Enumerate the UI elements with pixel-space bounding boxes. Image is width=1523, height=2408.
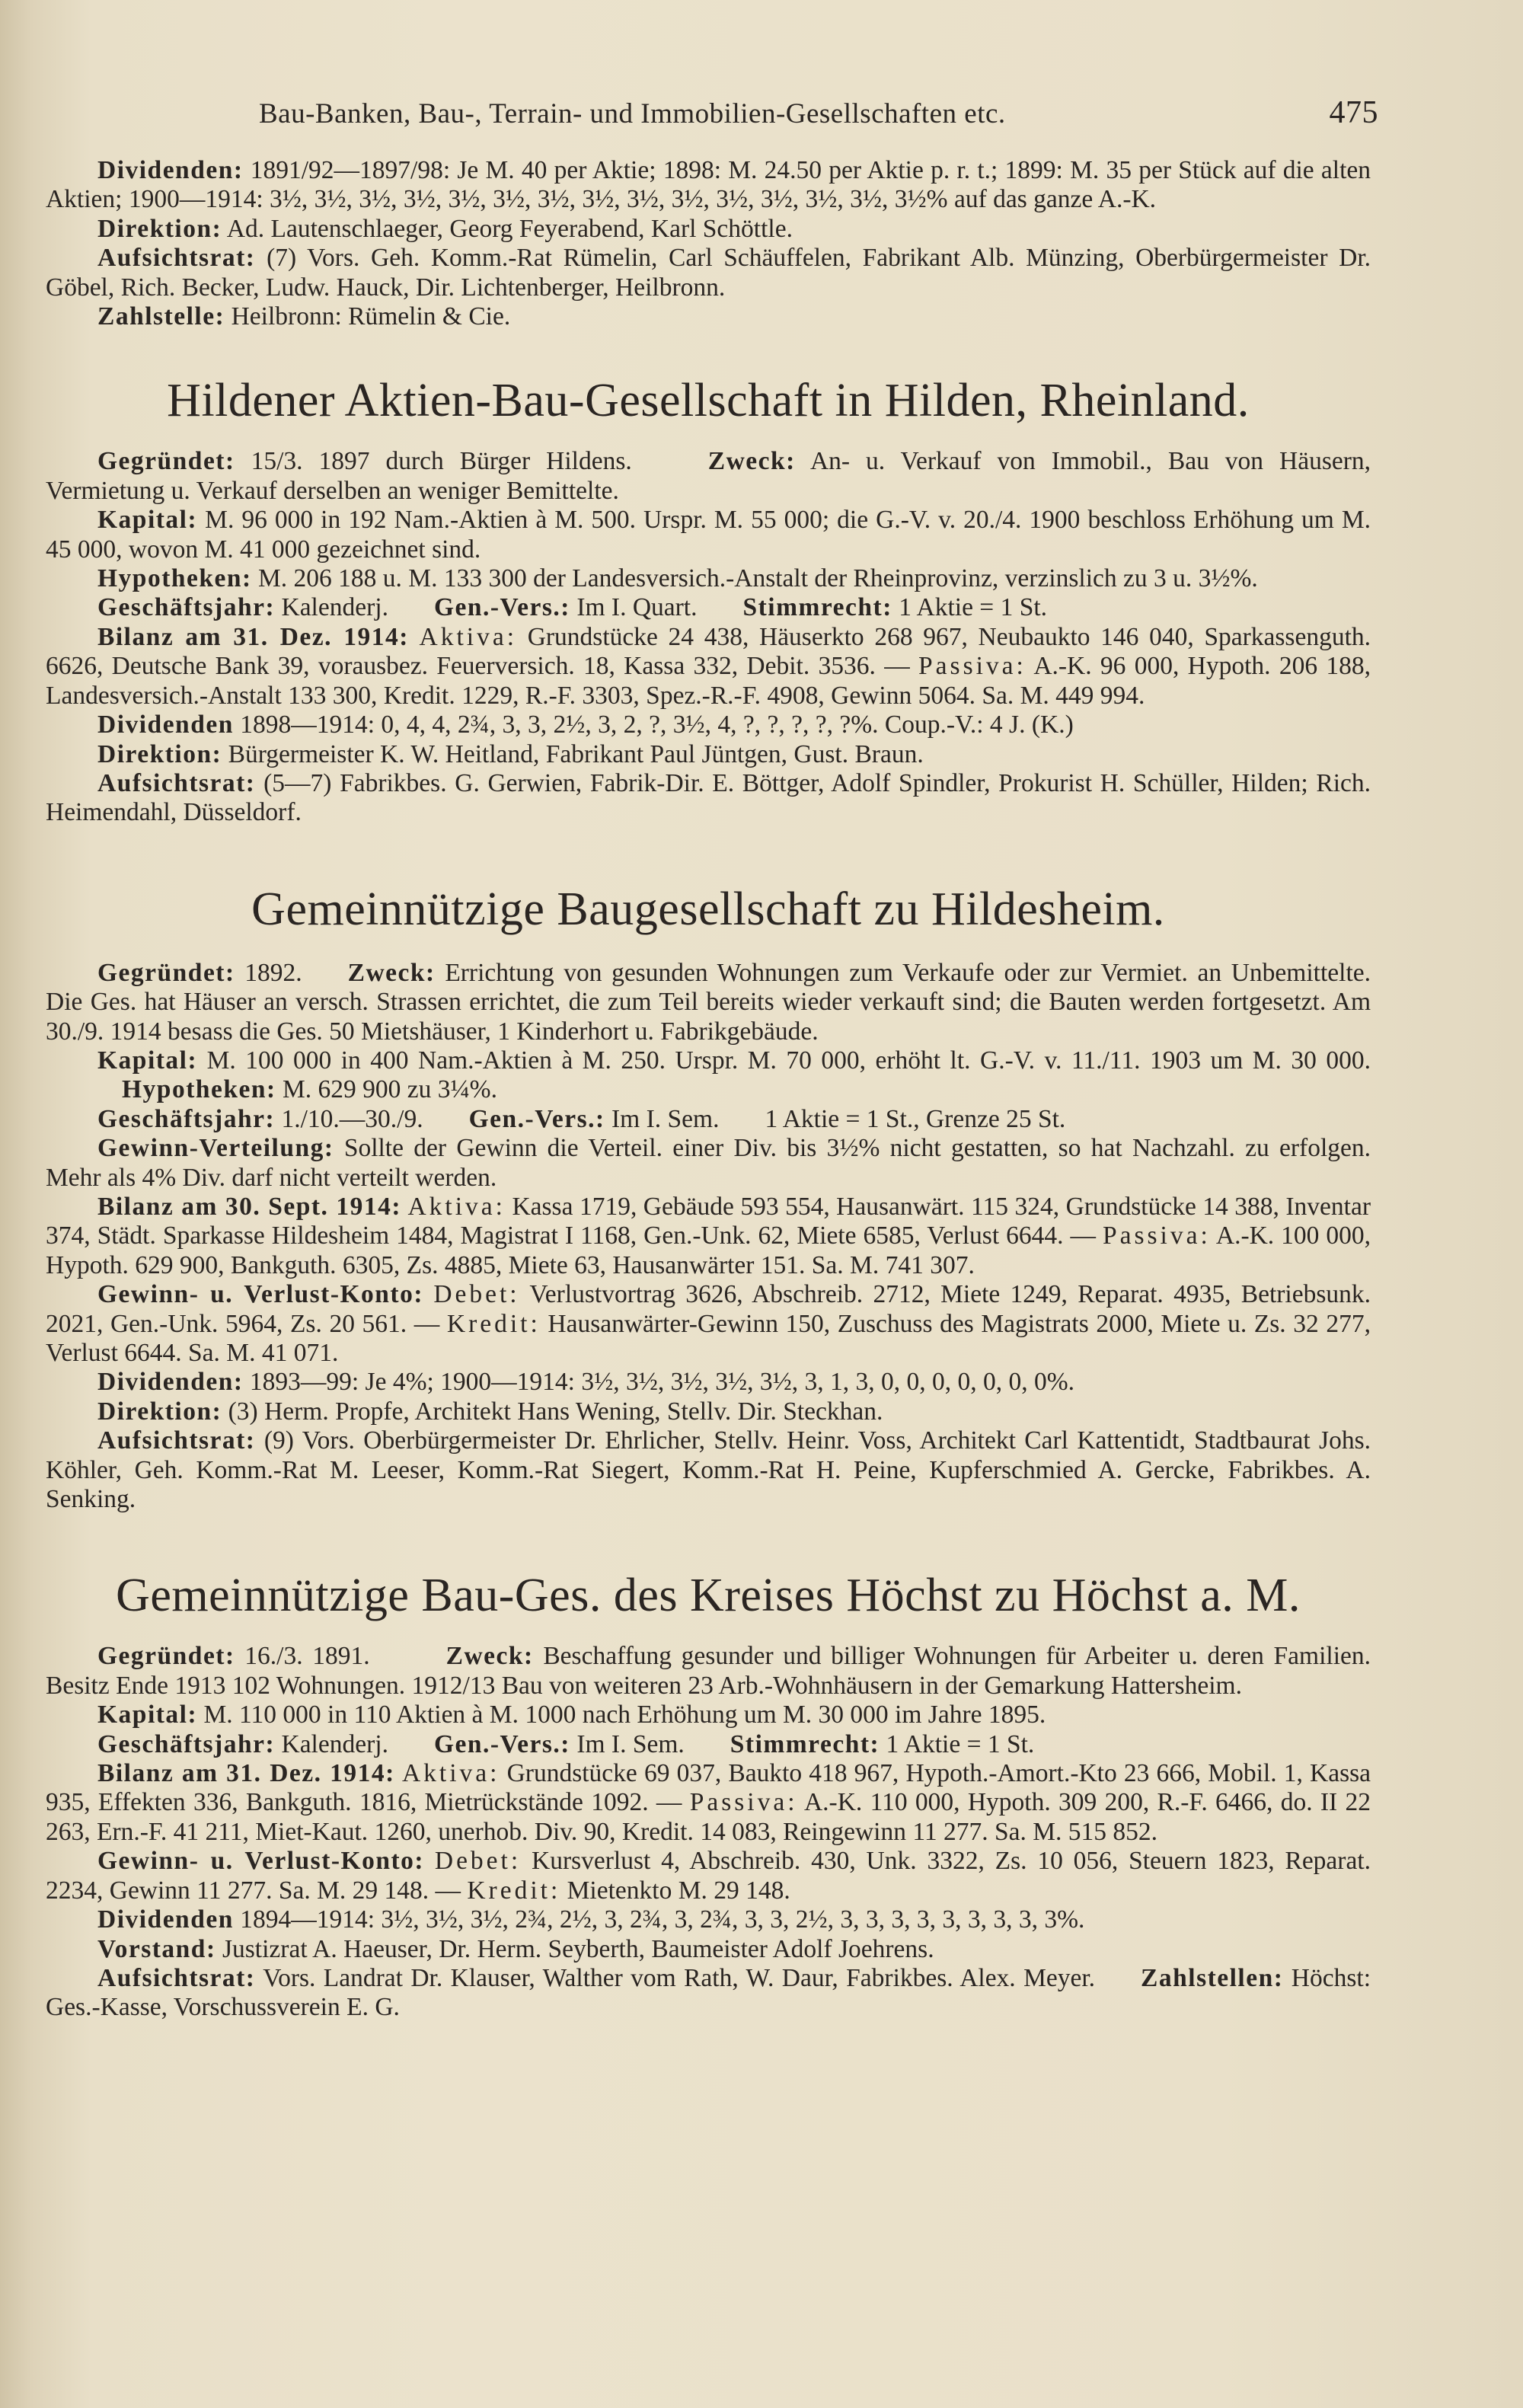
- hoechst-bilanz: Bilanz am 31. Dez. 1914: Aktiva: Grundstücke 69 037, Baukto 418 967, Hypoth.-Amort.-Kto 23 666, Mobil. 1, Kassa 935, Effekten 336, Bankguth. 1816, Mietrückstände 1092. — Passiva: A.-K. 110 000, Hypoth. 309 200, R.-F. 6466, do. II 22 263, Ern.-F. 41 211, Miet-Kaut. 1260, unerhob. Div. 90, Kredit. 14 083, Reingewinn 11 277. Sa. M. 515 852.: [46, 1759, 1371, 1846]
- hoechst-gegruendet: Gegründet: 16./3. 1891. Zweck: Beschaffung gesunder und billiger Wohnungen für Arbeiter u. deren Familien. Besitz Ende 1913 102 Wohnungen. 1912/13 Bau von weiteren 23 Arb.-Wohnhäusern in der Gemarkung Hattersheim.: [46, 1642, 1371, 1700]
- hoechst-geschaeftsjahr: Geschäftsjahr: Kalenderj. Gen.-Vers.: Im I. Sem. Stimmrecht: 1 Aktie = 1 St.: [97, 1729, 1035, 1758]
- running-title: Bau-Banken, Bau-, Terrain- und Immobilien-Gesellschaften etc.: [259, 98, 1006, 129]
- hilden-geschaeftsjahr: Geschäftsjahr: Kalenderj. Gen.-Vers.: Im I. Quart. Stimmrecht: 1 Aktie = 1 St.: [97, 593, 1048, 622]
- hilden-kapital: Kapital: M. 96 000 in 192 Nam.-Aktien à M. 500. Urspr. M. 55 000; die G.-V. v. 20./4. 1900 beschloss Erhöhung um M. 45 000, wovon M. 41 000 gezeichnet sind.: [46, 506, 1371, 564]
- hilden-dividenden: Dividenden 1898—1914: 0, 4, 4, 2¾, 3, 3, 2½, 3, 2, ?, 3½, 4, ?, ?, ?, ?, ?%. Coup.-V.: 4 J. (K.): [97, 711, 1074, 739]
- hildesheim-kapital: Kapital: M. 100 000 in 400 Nam.-Aktien à M. 250. Urspr. M. 70 000, erhöht lt. G.-V. v. 11./11. 1903 um M. 30 000.Hypotheken: M. 629 900 zu 3¼%.: [97, 1046, 1371, 1104]
- hildesheim-gegruendet: Gegründet: 1892. Zweck: Errichtung von gesunden Wohnungen zum Verkaufe oder zur Vermiet. an Unbemittelte. Die Ges. hat Häuser an versch. Strassen errichtet, die zum Teil bereits wieder verkauft sind; die Bauten werden fortgesetzt. Am 30./9. 1914 besass die Ges. 50 Mietshäuser, 1 Kinderhort u. Fabrikgebäude.: [46, 958, 1371, 1046]
- hilden-aufsichtsrat: Aufsichtsrat: (5—7) Fabrikbes. G. Gerwien, Fabrik-Dir. E. Böttger, Adolf Spindler, Prokurist H. Schüller, Hilden; Rich. Heimendahl, Düsseldorf.: [46, 768, 1371, 827]
- hoechst-vorstand: Vorstand: Justizrat A. Haeuser, Dr. Herm. Seyberth, Baumeister Adolf Joehrens.: [97, 1934, 934, 1963]
- hoechst-title: Gemeinnützige Bau-Ges. des Kreises Höchst zu Höchst a. M.: [116, 1570, 1301, 1622]
- hildesheim-aufsichtsrat: Aufsichtsrat: (9) Vors. Oberbürgermeister Dr. Ehrlicher, Stellv. Heinr. Voss, Architekt Carl Kattentidt, Stadtbaurat Johs. Köhler, Geh. Komm.-Rat M. Leeser, Komm.-Rat Siegert, Komm.-Rat H. Peine, Kupferschmied A. Gercke, Fabrikbes. A. Senking.: [46, 1426, 1371, 1514]
- page-header: [259, 90, 1378, 136]
- page-content: [46, 156, 1371, 2023]
- intro-zahlstelle: Zahlstelle: Heilbronn: Rümelin & Cie.: [97, 302, 511, 331]
- hildesheim-direktion: Direktion: (3) Herm. Propfe, Architekt Hans Wening, Stellv. Dir. Steckhan.: [97, 1397, 883, 1426]
- page-number: 475: [1329, 95, 1378, 130]
- hilden-gegruendet: Gegründet: 15/3. 1897 durch Bürger Hildens. Zweck: An- u. Verkauf von Immobil., Bau von Häusern, Vermietung u. Verkauf derselben an weniger Bemittelte.: [46, 447, 1371, 505]
- hilden-title: Hildener Aktien-Bau-Gesellschaft in Hilden, Rheinland.: [167, 375, 1250, 427]
- hildesheim-gewinnverteilung: Gewinn-Verteilung: Sollte der Gewinn die Verteil. einer Div. bis 3½% nicht gestatten, so hat Nachzahl. zu erfolgen. Mehr als 4% Div. darf nicht verteilt werden.: [46, 1134, 1371, 1192]
- hildesheim-guv: Gewinn- u. Verlust-Konto: Debet: Verlustvortrag 3626, Abschreib. 2712, Miete 1249, Reparat. 4935, Betriebsunk. 2021, Gen.-Unk. 5964, Zs. 20 561. — Kredit: Hausanwärter-Gewinn 150, Zuschuss des Magistrats 2000, Miete u. Zs. 32 277, Verlust 6644. Sa. M. 41 071.: [46, 1280, 1371, 1367]
- hildesheim-dividenden: Dividenden: 1893—99: Je 4%; 1900—1914: 3½, 3½, 3½, 3½, 3½, 3, 1, 3, 0, 0, 0, 0, 0, 0, 0%.: [97, 1368, 1074, 1397]
- hilden-direktion: Direktion: Bürgermeister K. W. Heitland, Fabrikant Paul Jüntgen, Gust. Braun.: [97, 739, 924, 768]
- hilden-bilanz: Bilanz am 31. Dez. 1914: Aktiva: Grundstücke 24 438, Häuserkto 268 967, Neubaukto 146 040, Sparkassenguth. 6626, Deutsche Bank 39, vorausbez. Feuerversich. 18, Kassa 332, Debit. 3536. — Passiva: A.-K. 96 000, Hypoth. 206 188, Landesversich.-Anstalt 133 300, Kredit. 1229, R.-F. 3303, Spez.-R.-F. 4908, Gewinn 5064. Sa. M. 449 994.: [46, 622, 1371, 710]
- hoechst-guv: Gewinn- u. Verlust-Konto: Debet: Kursverlust 4, Abschreib. 430, Unk. 3322, Zs. 10 056, Steuern 1823, Reparat. 2234, Gewinn 11 277. Sa. M. 29 148. — Kredit: Mietenkto M. 29 148.: [46, 1847, 1371, 1905]
- hoechst-kapital: Kapital: M. 110 000 in 110 Aktien à M. 1000 nach Erhöhung um M. 30 000 im Jahre 1895.: [97, 1701, 1046, 1729]
- hildesheim-title: Gemeinnützige Baugesellschaft zu Hildesheim.: [251, 883, 1165, 935]
- hildesheim-geschaeftsjahr: Geschäftsjahr: 1./10.—30./9. Gen.-Vers.: Im I. Sem. 1 Aktie = 1 St., Grenze 25 St.: [97, 1104, 1066, 1133]
- intro-aufsichtsrat: Aufsichtsrat: (7) Vors. Geh. Komm.-Rat Rümelin, Carl Schäuffelen, Fabrikant Alb. Münzing, Oberbürgermeister Dr. Göbel, Rich. Becker, Ludw. Hauck, Dir. Lichtenberger, Heilbronn.: [46, 244, 1371, 302]
- hildesheim-bilanz: Bilanz am 30. Sept. 1914: Aktiva: Kassa 1719, Gebäude 593 554, Hausanwärt. 115 324, Grundstücke 14 388, Inventar 374, Städt. Sparkasse Hildesheim 1484, Magistrat I 1168, Gen.-Unk. 62, Miete 6585, Verlust 6644. — Passiva: A.-K. 100 000, Hypoth. 629 900, Bankguth. 6305, Zs. 4885, Miete 63, Hausanwärter 151. Sa. M. 741 307.: [46, 1192, 1371, 1279]
- hilden-hypotheken: Hypotheken: M. 206 188 u. M. 133 300 der Landesversich.-Anstalt der Rheinprovinz, verzinslich zu 3 u. 3½%.: [97, 564, 1258, 593]
- hoechst-aufsichtsrat: Aufsichtsrat: Vors. Landrat Dr. Klauser, Walther vom Rath, W. Daur, Fabrikbes. Alex. Meyer. Zahlstellen: Höchst: Ges.-Kasse, Vorschussverein E. G.: [46, 1963, 1371, 2022]
- intro-direktion: Direktion: Ad. Lautenschlaeger, Georg Feyerabend, Karl Schöttle.: [97, 214, 793, 243]
- hoechst-dividenden: Dividenden 1894—1914: 3½, 3½, 3½, 2¾, 2½, 3, 2¾, 3, 2¾, 3, 3, 2½, 3, 3, 3, 3, 3, 3, 3, 3, 3%.: [97, 1905, 1085, 1934]
- intro-dividenden: Dividenden: 1891/92—1897/98: Je M. 40 per Aktie; 1898: M. 24.50 per Aktie p. r. t.; 1899: M. 35 per Stück auf die alten Aktien; 1900—1914: 3½, 3½, 3½, 3½, 3½, 3½, 3½, 3½, 3½, 3½, 3½, 3½, 3½, 3½, 3½% auf das ganze A.-K.: [46, 156, 1371, 214]
